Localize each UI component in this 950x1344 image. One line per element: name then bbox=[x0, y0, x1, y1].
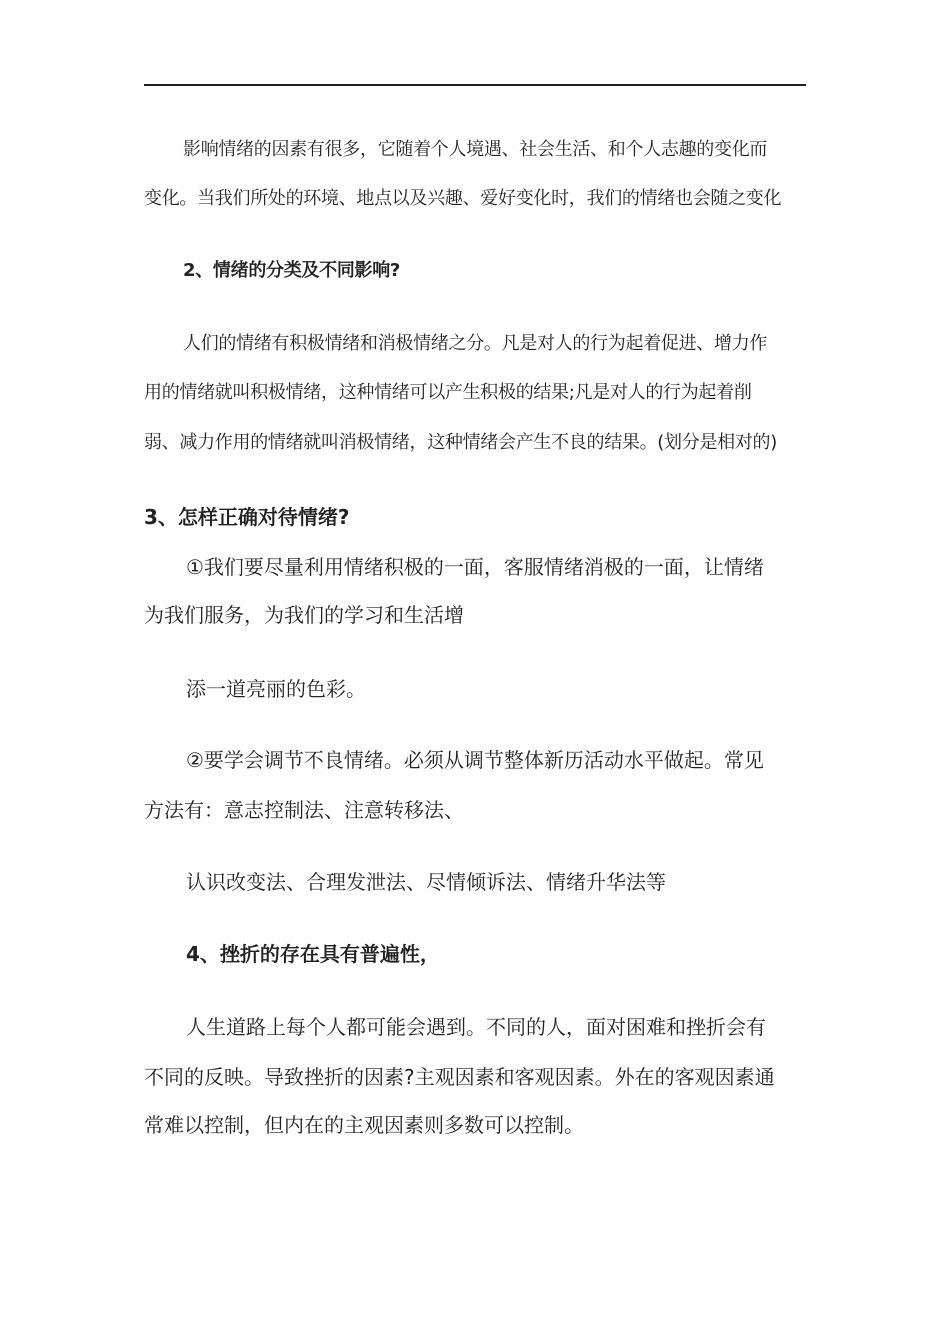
paragraph-line: 变化。当我们所处的环境、地点以及兴趣、爱好变化时，我们的情绪也会随之变化 bbox=[144, 188, 782, 209]
paragraph-line: 弱、减力作用的情绪就叫消极情绪，这种情绪会产生不良的结果。(划分是相对的) bbox=[144, 432, 777, 453]
header-rule bbox=[144, 84, 806, 86]
section-heading: 3、怎样正确对待情绪? bbox=[144, 505, 350, 529]
paragraph-line: 用的情绪就叫积极情绪，这种情绪可以产生积极的结果;凡是对人的行为起着削 bbox=[144, 382, 752, 403]
paragraph-line: 影响情绪的因素有很多，它随着个人境遇、社会生活、和个人志趣的变化而 bbox=[183, 139, 768, 160]
paragraph-line: 人们的情绪有积极情绪和消极情绪之分。凡是对人的行为起着促进、增力作 bbox=[183, 333, 768, 354]
paragraph-line: ①我们要尽量利用情绪积极的一面，客服情绪消极的一面，让情绪 bbox=[186, 555, 764, 579]
paragraph-line: 认识改变法、合理发泄法、尽情倾诉法、情绪升华法等 bbox=[186, 870, 666, 894]
paragraph-line: 方法有：意志控制法、注意转移法、 bbox=[144, 798, 464, 822]
paragraph-line: 不同的反映。导致挫折的因素?主观因素和客观因素。外在的客观因素通 bbox=[144, 1065, 775, 1089]
paragraph-line: 人生道路上每个人都可能会遇到。不同的人，面对困难和挫折会有 bbox=[186, 1015, 766, 1039]
section-heading: 4、挫折的存在具有普遍性， bbox=[186, 942, 440, 966]
paragraph-line: 常难以控制，但内在的主观因素则多数可以控制。 bbox=[144, 1113, 584, 1137]
section-heading: 2、情绪的分类及不同影响? bbox=[183, 260, 401, 281]
paragraph-line: 为我们服务，为我们的学习和生活增 bbox=[144, 603, 464, 627]
paragraph-line: 添一道亮丽的色彩。 bbox=[186, 677, 366, 701]
paragraph-line: ②要学会调节不良情绪。必须从调节整体新历活动水平做起。常见 bbox=[186, 748, 764, 772]
